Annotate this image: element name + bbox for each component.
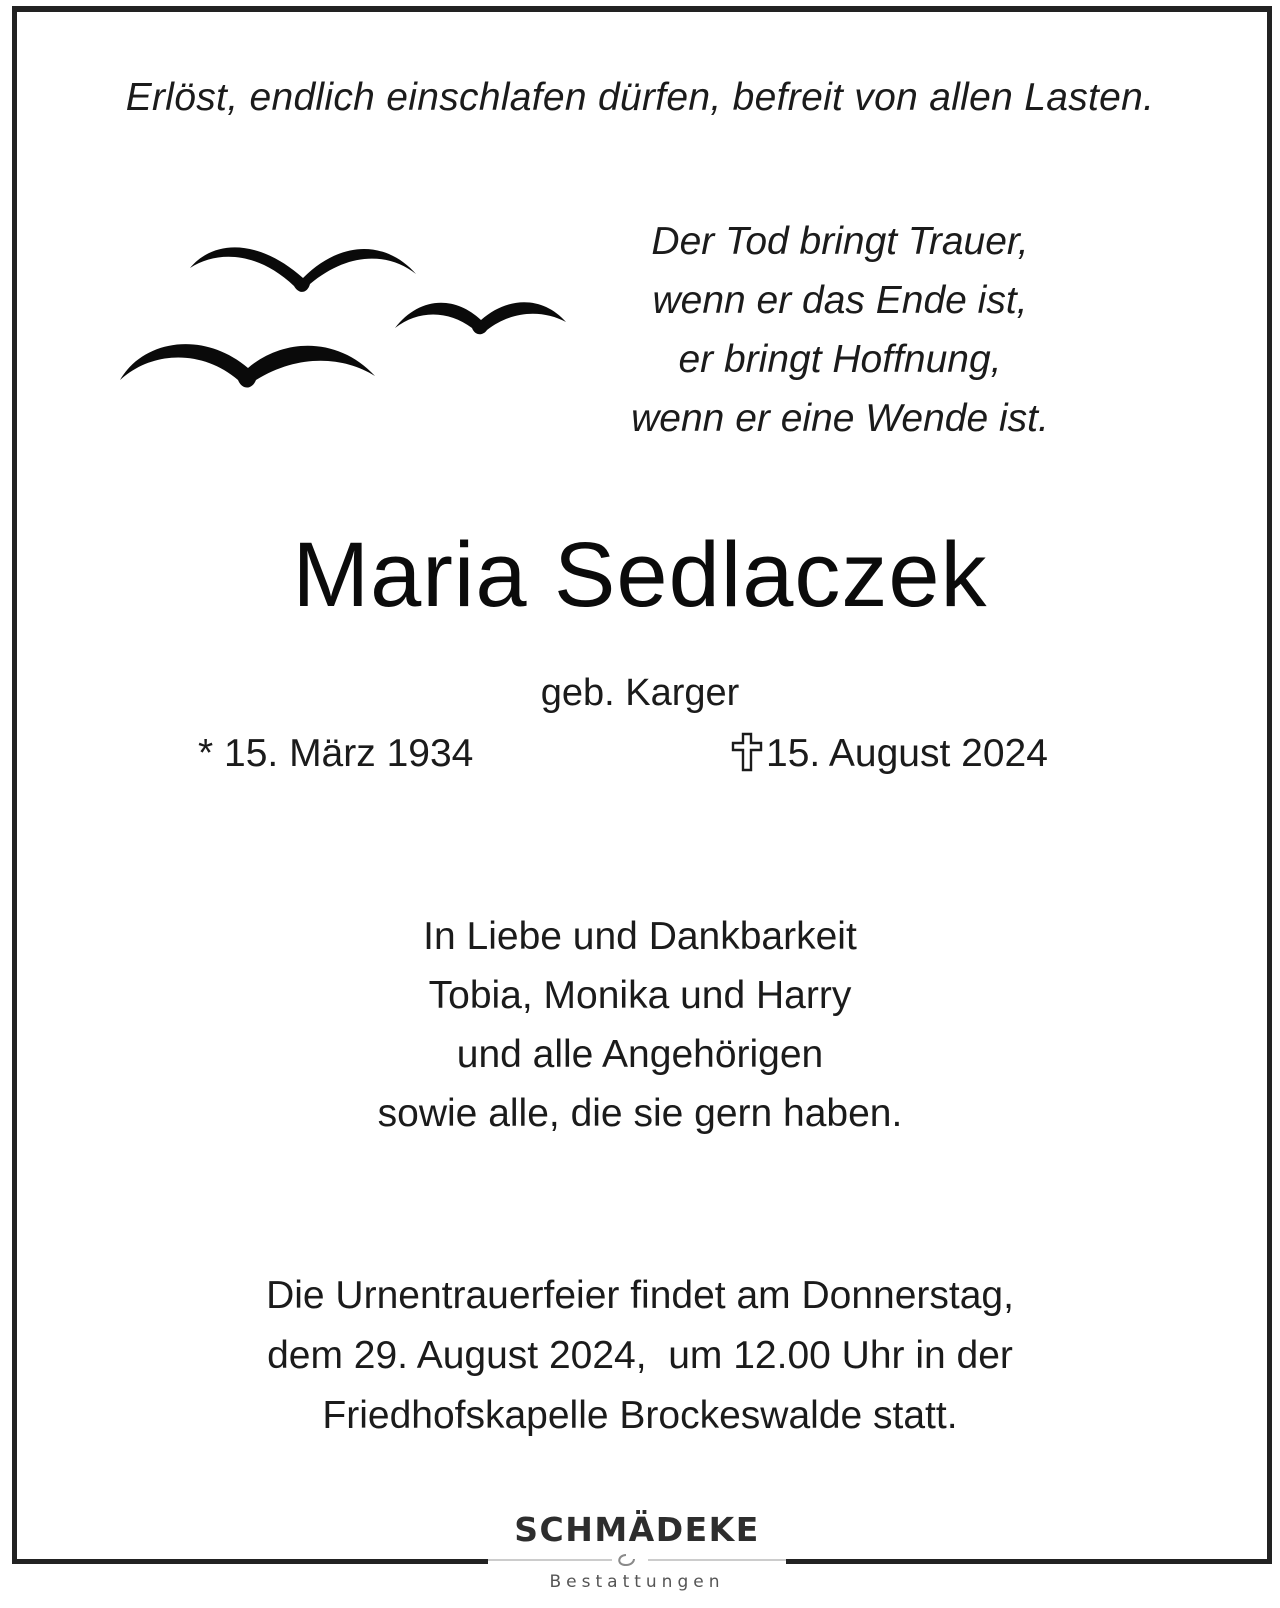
service-info: [0, 1266, 1280, 1446]
birds-icon: [118, 230, 583, 405]
mourners-line: Tobia, Monika und Harry: [428, 974, 852, 1017]
logo-name: SCHMÄDEKE: [514, 1510, 760, 1549]
mourners: [0, 907, 1280, 1143]
motto: Erlöst, endlich einschlafen dürfen, befreit von allen Lasten.: [125, 76, 1155, 119]
cross-icon: [730, 732, 764, 772]
birth-date: * 15. März 1934: [198, 732, 474, 775]
funeral-home-logo: [488, 1490, 786, 1608]
mourners-line: und alle Angehörigen: [456, 1033, 824, 1076]
poem: [560, 212, 1120, 448]
logo-swoosh-icon: [488, 1552, 786, 1568]
death-date-row: [730, 732, 1048, 776]
service-line: Friedhofskapelle Brockeswalde statt.: [322, 1394, 958, 1437]
service-line: Die Urnentrauerfeier findet am Donnerstag,: [266, 1274, 1014, 1317]
poem-line: er bringt Hoffnung,: [678, 338, 1002, 381]
poem-line: wenn er das Ende ist,: [652, 279, 1028, 322]
birth-name: geb. Karger: [540, 672, 740, 714]
service-line: dem 29. August 2024, um 12.00 Uhr in der: [267, 1334, 1013, 1377]
mourners-line: sowie alle, die sie gern haben.: [377, 1092, 903, 1135]
death-date: 15. August 2024: [766, 732, 1048, 775]
poem-line: Der Tod bringt Trauer,: [651, 220, 1029, 263]
logo-subtitle: Bestattungen: [549, 1572, 725, 1592]
deceased-name: Maria Sedlaczek: [292, 524, 988, 626]
mourners-line: In Liebe und Dankbarkeit: [423, 915, 857, 958]
poem-line: wenn er eine Wende ist.: [631, 397, 1049, 440]
bird-icon: [190, 247, 416, 292]
bird-icon: [395, 302, 566, 334]
bird-icon: [120, 344, 375, 387]
